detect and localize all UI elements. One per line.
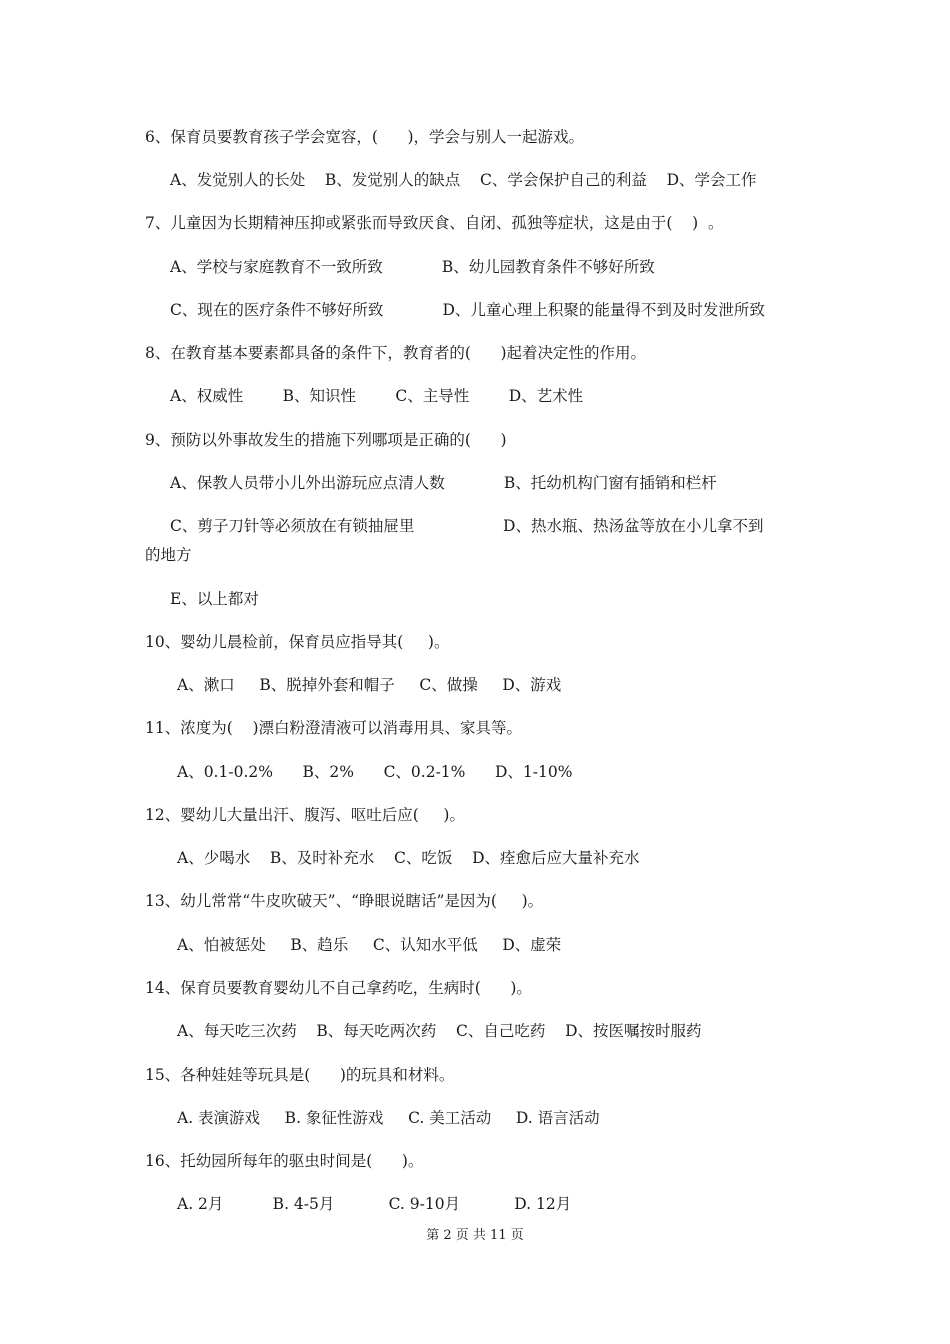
- question-10-stem: 10、婴幼儿晨检前，保育员应指导其( )。: [145, 633, 450, 651]
- question-12-stem: 12、婴幼儿大量出汗、腹泻、呕吐后应( )。: [145, 806, 465, 824]
- question-9-options-row2-continued: 的地方: [145, 546, 192, 564]
- question-6-stem: 6、保育员要教育孩子学会宽容，( )，学会与别人一起游戏。: [145, 128, 585, 146]
- question-9-stem: 9、预防以外事故发生的措施下列哪项是正确的( ): [145, 431, 507, 449]
- question-9-options-row2: C、剪子刀针等必须放在有锁抽屉里 D、热水瓶、热汤盆等放在小儿拿不到: [170, 517, 764, 535]
- question-7-stem: 7、儿童因为长期精神压抑或紧张而导致厌食、自闭、孤独等症状，这是由于( ) 。: [145, 214, 724, 232]
- question-14-stem: 14、保育员要教育婴幼儿不自己拿药吃，生病时( )。: [145, 979, 532, 997]
- question-14-options: A、每天吃三次药 B、每天吃两次药 C、自己吃药 D、按医嘱按时服药: [177, 1022, 702, 1040]
- question-15-stem: 15、各种娃娃等玩具是( )的玩具和材料。: [145, 1066, 455, 1084]
- question-8-options: A、权威性 B、知识性 C、主导性 D、艺术性: [170, 387, 584, 405]
- question-11-stem: 11、浓度为( )漂白粉澄清液可以消毒用具、家具等。: [145, 719, 523, 737]
- question-9-options-row3: E、以上都对: [170, 590, 259, 608]
- question-15-options: A. 表演游戏 B. 象征性游戏 C. 美工活动 D. 语言活动: [177, 1109, 600, 1127]
- question-9-options-row1: A、保教人员带小儿外出游玩应点清人数 B、托幼机构门窗有插销和栏杆: [170, 474, 717, 492]
- question-13-stem: 13、幼儿常常“牛皮吹破天”、“睁眼说瞎话”是因为( )。: [145, 892, 544, 910]
- question-10-options: A、漱口 B、脱掉外套和帽子 C、做操 D、游戏: [177, 676, 562, 694]
- question-13-options: A、怕被惩处 B、趋乐 C、认知水平低 D、虚荣: [177, 936, 562, 954]
- page-footer: 第 2 页 共 11 页: [426, 1228, 524, 1243]
- question-16-options: A. 2月 B. 4-5月 C. 9-10月 D. 12月: [177, 1195, 572, 1213]
- question-11-options: A、0.1-0.2% B、2% C、0.2-1% D、1-10%: [177, 763, 573, 781]
- question-7-options-row1: A、学校与家庭教育不一致所致 B、幼儿园教育条件不够好所致: [170, 258, 655, 276]
- question-8-stem: 8、在教育基本要素都具备的条件下，教育者的( )起着决定性的作用。: [145, 344, 647, 362]
- question-12-options: A、少喝水 B、及时补充水 C、吃饭 D、痊愈后应大量补充水: [177, 849, 640, 867]
- question-6-options: A、发觉别人的长处 B、发觉别人的缺点 C、学会保护自己的利益 D、学会工作: [170, 171, 757, 189]
- question-7-options-row2: C、现在的医疗条件不够好所致 D、儿童心理上积聚的能量得不到及时发泄所致: [170, 301, 765, 319]
- question-16-stem: 16、托幼园所每年的驱虫时间是( )。: [145, 1152, 424, 1170]
